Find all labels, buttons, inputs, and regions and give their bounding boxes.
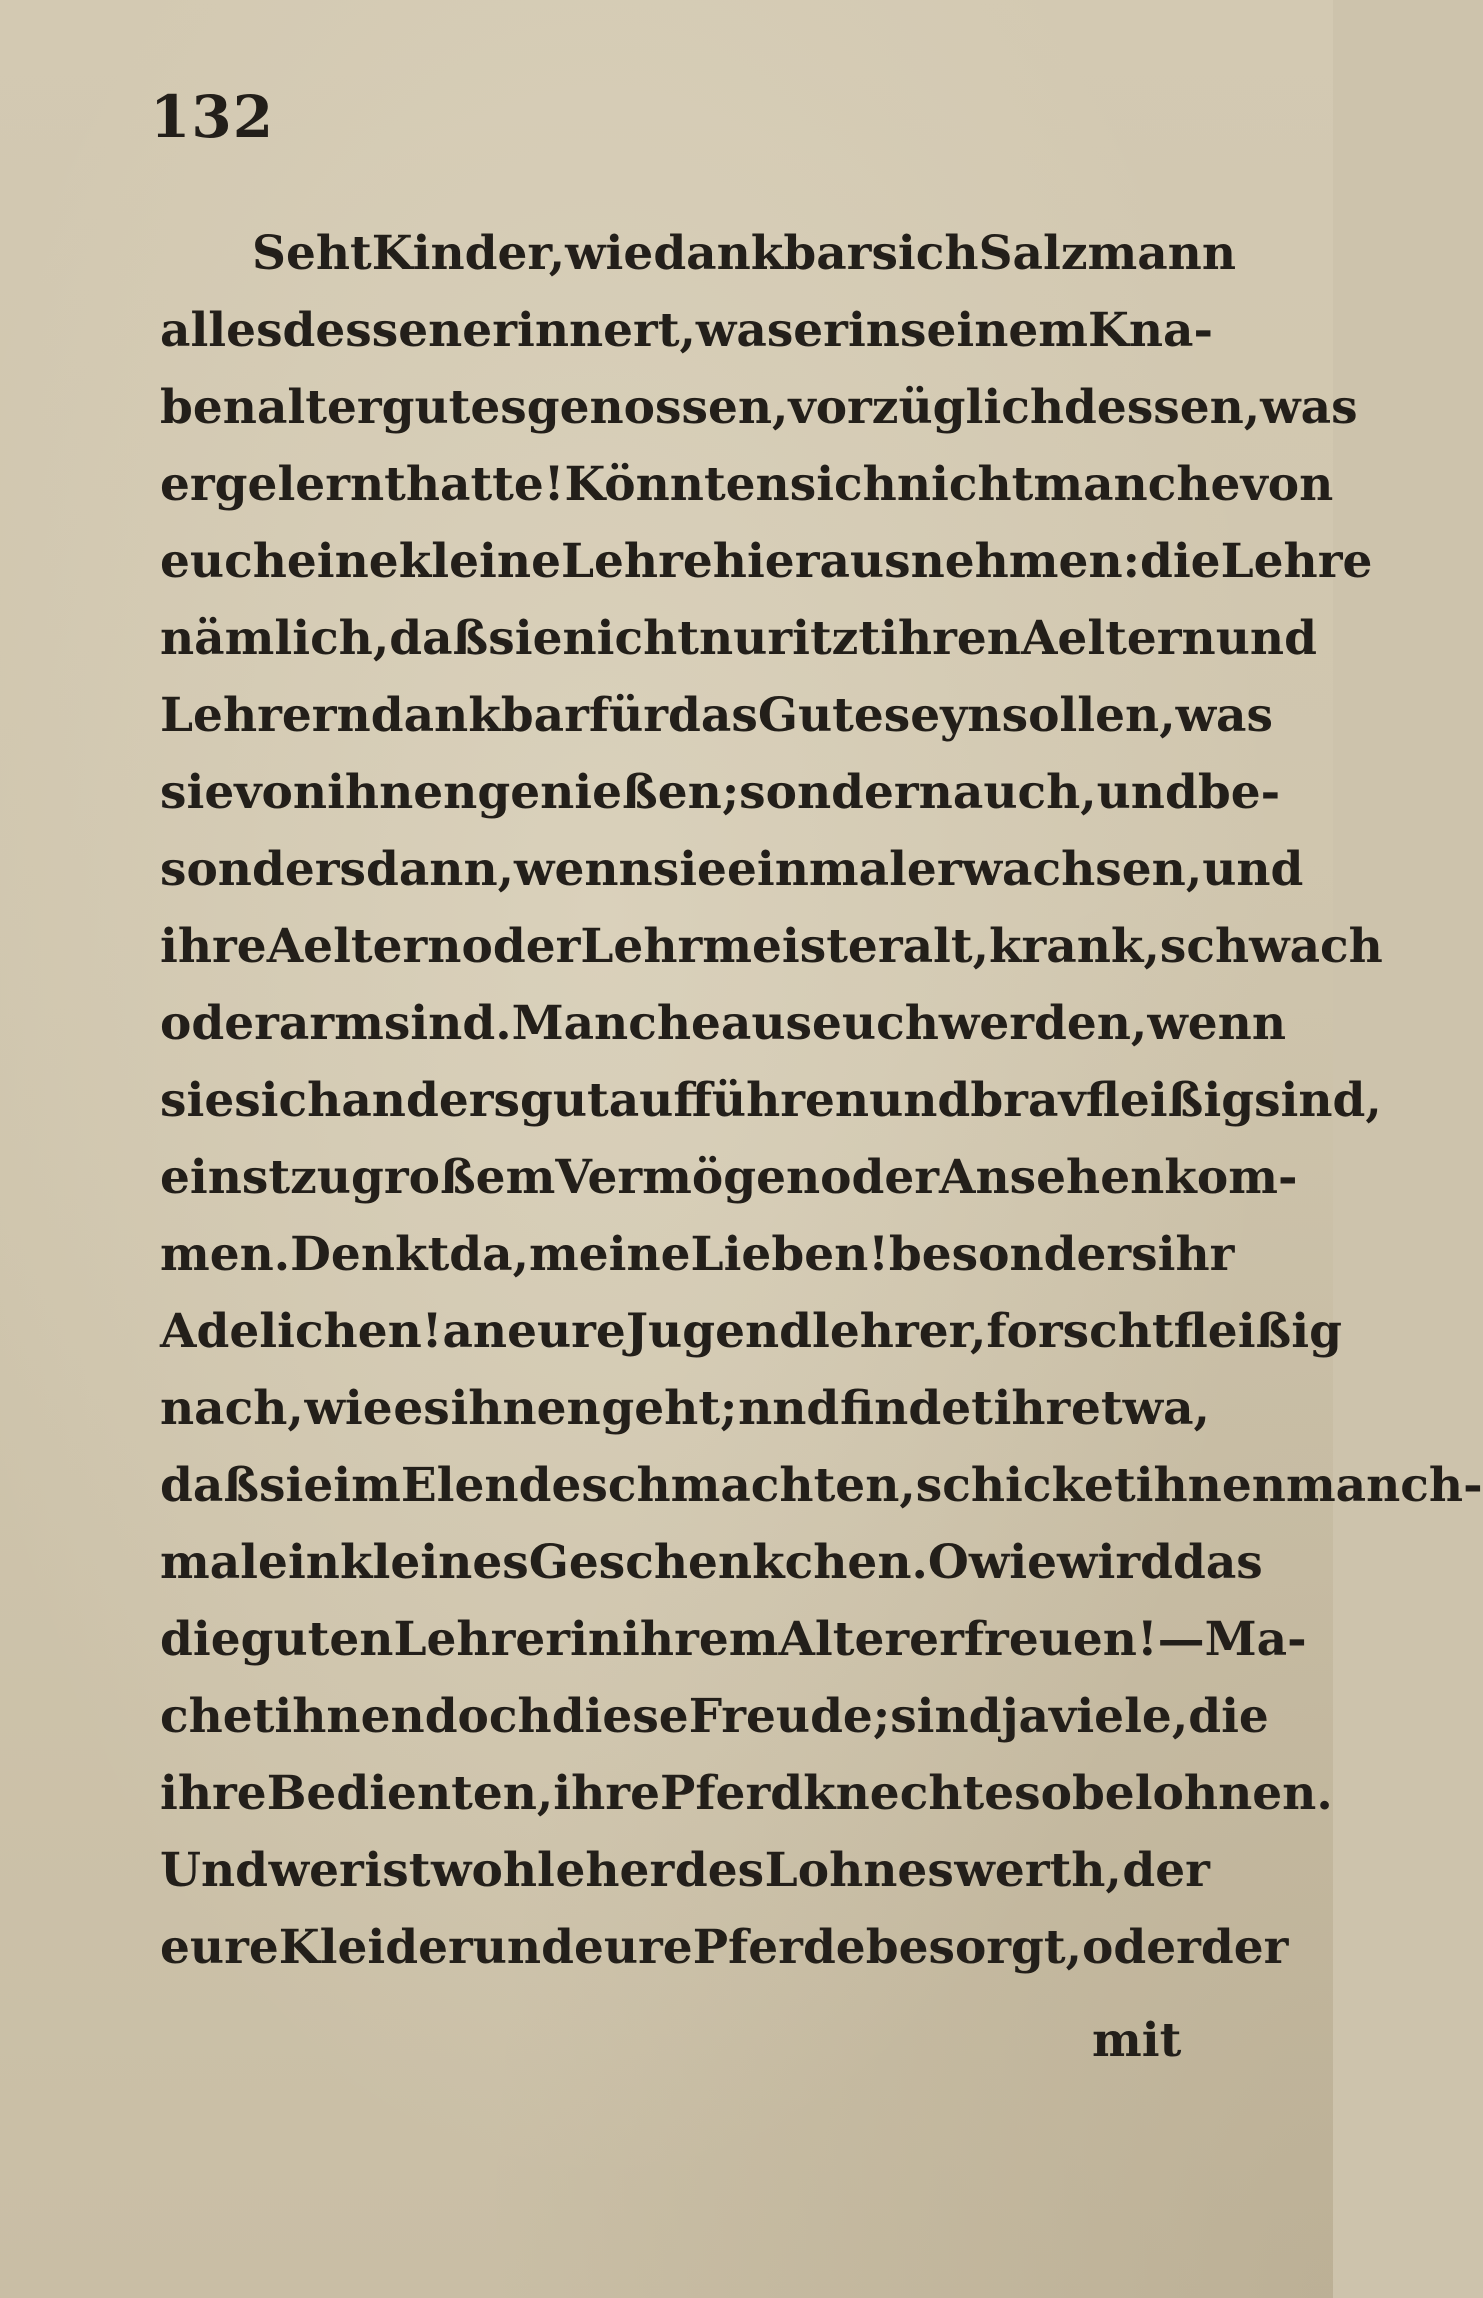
word: forscht <box>986 1304 1174 1359</box>
word: großem <box>350 1150 556 1205</box>
word: doch <box>424 1689 552 1744</box>
word: im <box>333 1458 401 1513</box>
catchword: mit <box>1092 2013 1182 2068</box>
word: die <box>1188 1689 1269 1744</box>
word: nur <box>699 611 793 666</box>
word: erwachsen, <box>906 842 1203 897</box>
word: dankbar <box>653 226 872 281</box>
word: hieraus <box>712 534 911 589</box>
word: der <box>1200 1920 1289 1975</box>
text-line <box>160 369 1358 446</box>
word: fleißig <box>1173 1304 1342 1359</box>
word: was <box>1260 380 1358 435</box>
word: Und <box>160 1843 269 1898</box>
word: was <box>695 303 794 358</box>
word: manch- <box>1285 1458 1483 1513</box>
body-text <box>160 215 1483 1986</box>
text-line <box>160 292 1213 369</box>
word: ihren <box>880 611 1021 666</box>
word: sie <box>160 1073 235 1128</box>
word: Kna- <box>1088 303 1213 358</box>
word: Denkt <box>290 1227 450 1282</box>
word: in <box>847 303 900 358</box>
word: sind <box>890 1689 1002 1744</box>
word: zu <box>290 1150 351 1205</box>
word: men. <box>160 1227 291 1282</box>
word: schwach <box>1159 919 1383 974</box>
word: an <box>442 1304 508 1359</box>
word: sie <box>259 1458 334 1513</box>
word: schmachten, <box>581 1458 916 1513</box>
word: wohl <box>431 1843 555 1898</box>
word: wenn <box>514 842 653 897</box>
word: oder <box>160 996 279 1051</box>
text-line <box>160 1370 1210 1447</box>
word: euch <box>160 534 287 589</box>
word: meine <box>528 1227 691 1282</box>
word: viele, <box>1049 1689 1189 1744</box>
word: besorgt, <box>865 1920 1082 1975</box>
word: wie <box>565 226 654 281</box>
word: — <box>1157 1612 1205 1667</box>
word: Könnten <box>564 457 790 512</box>
word: fleißig <box>1085 1073 1255 1128</box>
word: und <box>1202 842 1304 897</box>
word: ist <box>364 1843 431 1898</box>
word: wird <box>1057 1535 1173 1590</box>
text-line <box>160 1524 1263 1601</box>
word: wie <box>968 1535 1058 1590</box>
word: aus <box>720 996 812 1051</box>
word: Kleider <box>278 1920 473 1975</box>
word: Lehrern <box>160 688 371 743</box>
word: Elende <box>400 1458 582 1513</box>
word: ihr <box>1157 1227 1235 1282</box>
word: sondern <box>739 765 953 820</box>
word: ja <box>1001 1689 1050 1744</box>
word: sich <box>789 457 897 512</box>
word: Lehre <box>560 534 713 589</box>
word: einmal <box>726 842 907 897</box>
word: Pferdknechte <box>659 1766 1015 1821</box>
word: auch, <box>952 765 1097 820</box>
word: etwa, <box>1071 1381 1210 1436</box>
word: dankbar <box>370 688 589 743</box>
word: eure <box>507 1304 626 1359</box>
word: nämlich, <box>160 611 390 666</box>
word: Ma- <box>1204 1612 1307 1667</box>
word: kleine <box>398 534 561 589</box>
word: ihre <box>160 919 267 974</box>
word: oder <box>1082 1920 1201 1975</box>
word: nnd <box>738 1381 840 1436</box>
text-line <box>160 1832 1210 1909</box>
text-line <box>160 754 1281 831</box>
word: anders <box>341 1073 520 1128</box>
text-line <box>160 1293 1342 1370</box>
word: Seht <box>252 226 372 281</box>
word: ihrem <box>622 1612 779 1667</box>
word: ihnen <box>274 1689 425 1744</box>
word: sie <box>160 765 235 820</box>
word: geht; <box>601 1381 738 1436</box>
word: ihnen <box>327 765 478 820</box>
word: das <box>1172 1535 1263 1590</box>
word: chet <box>160 1689 275 1744</box>
word: Lehrer <box>393 1612 571 1667</box>
word: sind. <box>383 996 512 1051</box>
word: Lieben! <box>690 1227 889 1282</box>
word: für <box>588 688 669 743</box>
word: und <box>1096 765 1198 820</box>
word: von <box>234 765 328 820</box>
word: Vermögen <box>555 1150 821 1205</box>
word: sie <box>652 842 727 897</box>
text-line <box>160 677 1273 754</box>
word: gutes <box>381 380 527 435</box>
word: sie <box>488 611 563 666</box>
word: genossen, <box>526 380 789 435</box>
word: Aeltern <box>1020 611 1216 666</box>
word: kom- <box>1164 1150 1298 1205</box>
word: was <box>1175 688 1273 743</box>
word: Ansehen <box>939 1150 1165 1205</box>
text-line <box>160 1601 1307 1678</box>
word: Salzmann <box>978 226 1237 281</box>
word: ihnen <box>450 1381 601 1436</box>
word: Lohnes <box>764 1843 954 1898</box>
text-line <box>160 985 1287 1062</box>
word: nicht <box>562 611 699 666</box>
word: dessen, <box>1064 380 1261 435</box>
word: oder <box>820 1150 940 1205</box>
page-number: 132 <box>150 83 275 151</box>
word: er <box>160 457 215 512</box>
word: seinem <box>899 303 1089 358</box>
word: besonders <box>888 1227 1158 1282</box>
word: wie <box>304 1381 393 1436</box>
word: werden, <box>938 996 1148 1051</box>
text-line <box>160 446 1334 523</box>
text-line <box>160 1447 1483 1524</box>
word: nicht <box>896 457 1034 512</box>
word: oder <box>461 919 581 974</box>
word: es <box>393 1381 450 1436</box>
word: gelernt <box>214 457 406 512</box>
word: Aeltern <box>266 919 462 974</box>
word: ein <box>258 1535 340 1590</box>
word: und <box>1215 611 1317 666</box>
word: vorzüglich <box>788 380 1065 435</box>
word: belohnen. <box>1071 1766 1333 1821</box>
word: eher <box>555 1843 675 1898</box>
word: arm <box>278 996 384 1051</box>
word: kleines <box>339 1535 529 1590</box>
word: erinnert, <box>462 303 696 358</box>
word: alles <box>160 303 283 358</box>
word: nehmen: <box>910 534 1140 589</box>
word: wenn <box>1147 996 1287 1051</box>
text-line <box>160 1139 1298 1216</box>
word: der <box>1122 1843 1210 1898</box>
word: ihr <box>993 1381 1071 1436</box>
word: itzt <box>792 611 881 666</box>
word: O <box>927 1535 969 1590</box>
word: guten <box>240 1612 394 1667</box>
word: schicket <box>915 1458 1136 1513</box>
word: be- <box>1197 765 1281 820</box>
word: dann, <box>365 842 515 897</box>
word: Lehre <box>1220 534 1373 589</box>
word: daß <box>160 1458 260 1513</box>
word: ihnen <box>1135 1458 1286 1513</box>
text-line <box>160 1909 1289 1986</box>
word: hatte! <box>405 457 565 512</box>
word: seyn <box>883 688 1002 743</box>
word: eine <box>286 534 399 589</box>
word: aufführen <box>608 1073 870 1128</box>
word: eure <box>573 1920 693 1975</box>
word: er <box>793 303 848 358</box>
word: so <box>1014 1766 1072 1821</box>
word: Alter <box>778 1612 910 1667</box>
word: sollen, <box>1001 688 1176 743</box>
word: einst <box>160 1150 291 1205</box>
word: die <box>160 1612 241 1667</box>
text-line <box>160 1062 1382 1139</box>
word: gut <box>519 1073 609 1128</box>
word: wer <box>268 1843 364 1898</box>
word: da, <box>449 1227 529 1282</box>
word: sich <box>871 226 979 281</box>
text-line <box>160 1678 1269 1755</box>
word: in <box>570 1612 623 1667</box>
word: das <box>668 688 758 743</box>
word: ihre <box>160 1766 267 1821</box>
word: und <box>869 1073 971 1128</box>
word: benalter <box>160 380 382 435</box>
text-line <box>160 1755 1333 1832</box>
word: Bedienten, <box>266 1766 554 1821</box>
word: daß <box>389 611 489 666</box>
word: eure <box>160 1920 279 1975</box>
word: Geschenkchen. <box>528 1535 928 1590</box>
word: Kinder, <box>371 226 566 281</box>
word: Pferde <box>692 1920 866 1975</box>
word: Lehrmeister <box>580 919 903 974</box>
word: von <box>1240 457 1334 512</box>
word: genießen; <box>477 765 740 820</box>
word: Adelichen! <box>160 1304 443 1359</box>
word: erfreuen! <box>909 1612 1158 1667</box>
word: nach, <box>160 1381 304 1436</box>
word: sind, <box>1254 1073 1382 1128</box>
word: Jugendlehrer, <box>625 1304 987 1359</box>
word: findet <box>840 1381 993 1436</box>
word: sonders <box>160 842 366 897</box>
word: manche <box>1033 457 1241 512</box>
word: des <box>674 1843 765 1898</box>
word: Freude; <box>688 1689 891 1744</box>
text-line <box>160 831 1304 908</box>
text-line <box>160 908 1383 985</box>
word: euch <box>812 996 939 1051</box>
word: werth, <box>954 1843 1122 1898</box>
word: brav <box>970 1073 1086 1128</box>
word: mal <box>160 1535 259 1590</box>
word: Gute <box>757 688 884 743</box>
word: sich <box>234 1073 342 1128</box>
text-line <box>160 215 1237 292</box>
text-line <box>160 1216 1235 1293</box>
word: dessen <box>282 303 463 358</box>
word: Manche <box>511 996 721 1051</box>
word: die <box>1139 534 1221 589</box>
word: alt, <box>902 919 989 974</box>
word: und <box>472 1920 574 1975</box>
word: ihre <box>553 1766 660 1821</box>
text-line <box>160 600 1317 677</box>
word: krank, <box>988 919 1160 974</box>
word: diese <box>551 1689 689 1744</box>
text-line <box>160 523 1373 600</box>
